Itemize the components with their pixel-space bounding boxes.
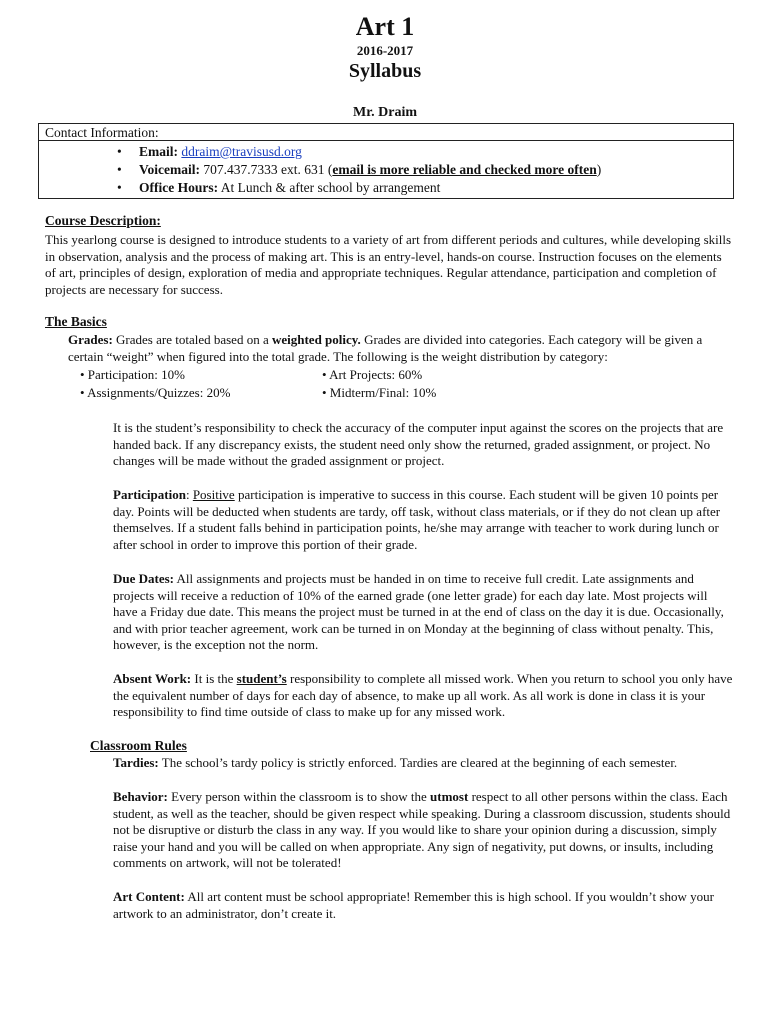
due-dates-label: Due Dates: (113, 571, 175, 586)
behavior-text: Every person within the classroom is to show the (167, 789, 431, 804)
school-year: 2016-2017 (356, 43, 414, 58)
document-subtitle: Syllabus (348, 60, 422, 82)
basics-heading: The Basics (45, 314, 107, 329)
email-link[interactable]: ddraim@travisusd.org (181, 144, 302, 159)
behavior-label: Behavior: (113, 789, 168, 804)
classroom-rules-heading: Classroom Rules (90, 738, 187, 753)
course-description-text: This yearlong course is designed to introduce students to a variety of art from different periods and cultures, while developing skills in observation, analysis and the process of making art. This is an entry-level, hands-on course. Instruction focuses on the elements of art, principles of design, exploration of media and appropriate techniques. Regular attendance, participation and completion of projects are necessary for success. (45, 232, 732, 297)
tardies-label: Tardies: (113, 755, 159, 770)
behavior-text-cont: respect to all other persons within the class. Each student, as well as the teacher, should be given respect while speaking. During a classroom discussion, students should not be disruptive or disturb the class in any way. If you would like to share your opinion during a discussion, simply raise your hand and you will be called on when appropriate. Any sign of negativity, put downs, or insults, including comments on artwork, will not be tolerated! (113, 789, 731, 871)
contact-heading: Contact Information: (39, 124, 733, 141)
weight-item: • Art Projects: 60% (322, 367, 423, 382)
due-dates-text: All assignments and projects must be handed in on time to receive full credit. Late assignments and projects will receive a reduction of 10% of the earned grade (one letter grade) for each day late. Most projects will have a Friday due date. This means the project must be turned in at the end of class on the day it is due. Occasionally, and with prior teacher agreement, work can be turned in on Monday at the beginning of class without penalty. This, however, is the exception not the norm. (113, 571, 724, 653)
absent-work-text-cont: responsibility to complete all missed work. When you return to school you only have the equivalent number of days for each day of absence, to make up all work. As all work is done in class it is your responsibility to find time outside of class to make up for any missed work. (113, 671, 733, 720)
grades-paragraph (68, 332, 736, 365)
voicemail-label: Voicemail: (139, 162, 200, 177)
office-hours-value: At Lunch & after school by arrangement (220, 180, 441, 195)
bullet-icon: • (117, 162, 122, 177)
behavior-paragraph (113, 789, 733, 872)
grades-label: Grades: (68, 332, 113, 347)
participation-colon: : (185, 487, 193, 502)
responsibility-paragraph: It is the student’s responsibility to check the accuracy of the computer input against the scores on the projects that are handed back. If any discrepancy exists, the student need only show the returned, graded assignment, or project. No changes will be made without the graded assignment or project. (113, 420, 724, 469)
tardies-paragraph (113, 755, 733, 772)
course-description-heading: Course Description: (45, 213, 161, 228)
absent-work-paragraph (113, 671, 733, 721)
voicemail-close: ) (596, 162, 602, 177)
tardies-text: The school’s tardy policy is strictly enforced. Tardies are cleared at the beginning of each semester. (158, 755, 678, 770)
contact-email (39, 143, 601, 161)
contact-box (38, 123, 734, 199)
participation-label: Participation (113, 487, 186, 502)
participation-positive: Positive (192, 487, 235, 502)
absent-work-label: Absent Work: (113, 671, 192, 686)
absent-work-bold: student’s (236, 671, 287, 686)
document-title: Art 1 (355, 12, 415, 41)
voicemail-number: 707.437.7333 ext. 631 ( (203, 162, 333, 177)
behavior-bold: utmost (430, 789, 469, 804)
art-content-paragraph (113, 889, 733, 922)
contact-office-hours (39, 179, 601, 197)
weight-item: • Assignments/Quizzes: 20% (80, 385, 231, 400)
email-label: Email: (139, 144, 178, 159)
weight-item: • Participation: 10% (80, 367, 185, 382)
grades-text: Grades are totaled based on a (116, 332, 272, 347)
office-hours-label: Office Hours: (139, 180, 219, 195)
contact-voicemail (39, 161, 601, 179)
bullet-icon: • (117, 144, 122, 159)
voicemail-note: email is more reliable and checked more often (332, 162, 597, 177)
participation-text: participation is imperative to success in this course. Each student will be given 10 points per day. Points will be deducted when students are tardy, off task, without class materials, or if they do not clean up after themselves. If a student falls behind in participation points, he/she may arrange with teacher to work during lunch or after school in order to improve this portion of their grade. (113, 487, 721, 552)
grades-text-cont: Grades are divided into categories. Each category will be given a certain “weight” when figured into the total grade. The following is the weight distribution by category: (68, 332, 703, 364)
bullet-icon: • (117, 180, 122, 195)
weight-item: • Midterm/Final: 10% (322, 385, 437, 400)
absent-work-text: It is the (191, 671, 237, 686)
art-content-label: Art Content: (113, 889, 185, 904)
participation-paragraph (113, 487, 733, 553)
teacher-name: Mr. Draim (352, 105, 418, 120)
due-dates-paragraph (113, 571, 733, 654)
contact-list (39, 143, 601, 197)
grades-bold: weighted policy. (271, 332, 361, 347)
art-content-text: All art content must be school appropriate! Remember this is high school. If you wouldn’t show your artwork to an administrator, don’t create it. (113, 889, 714, 921)
